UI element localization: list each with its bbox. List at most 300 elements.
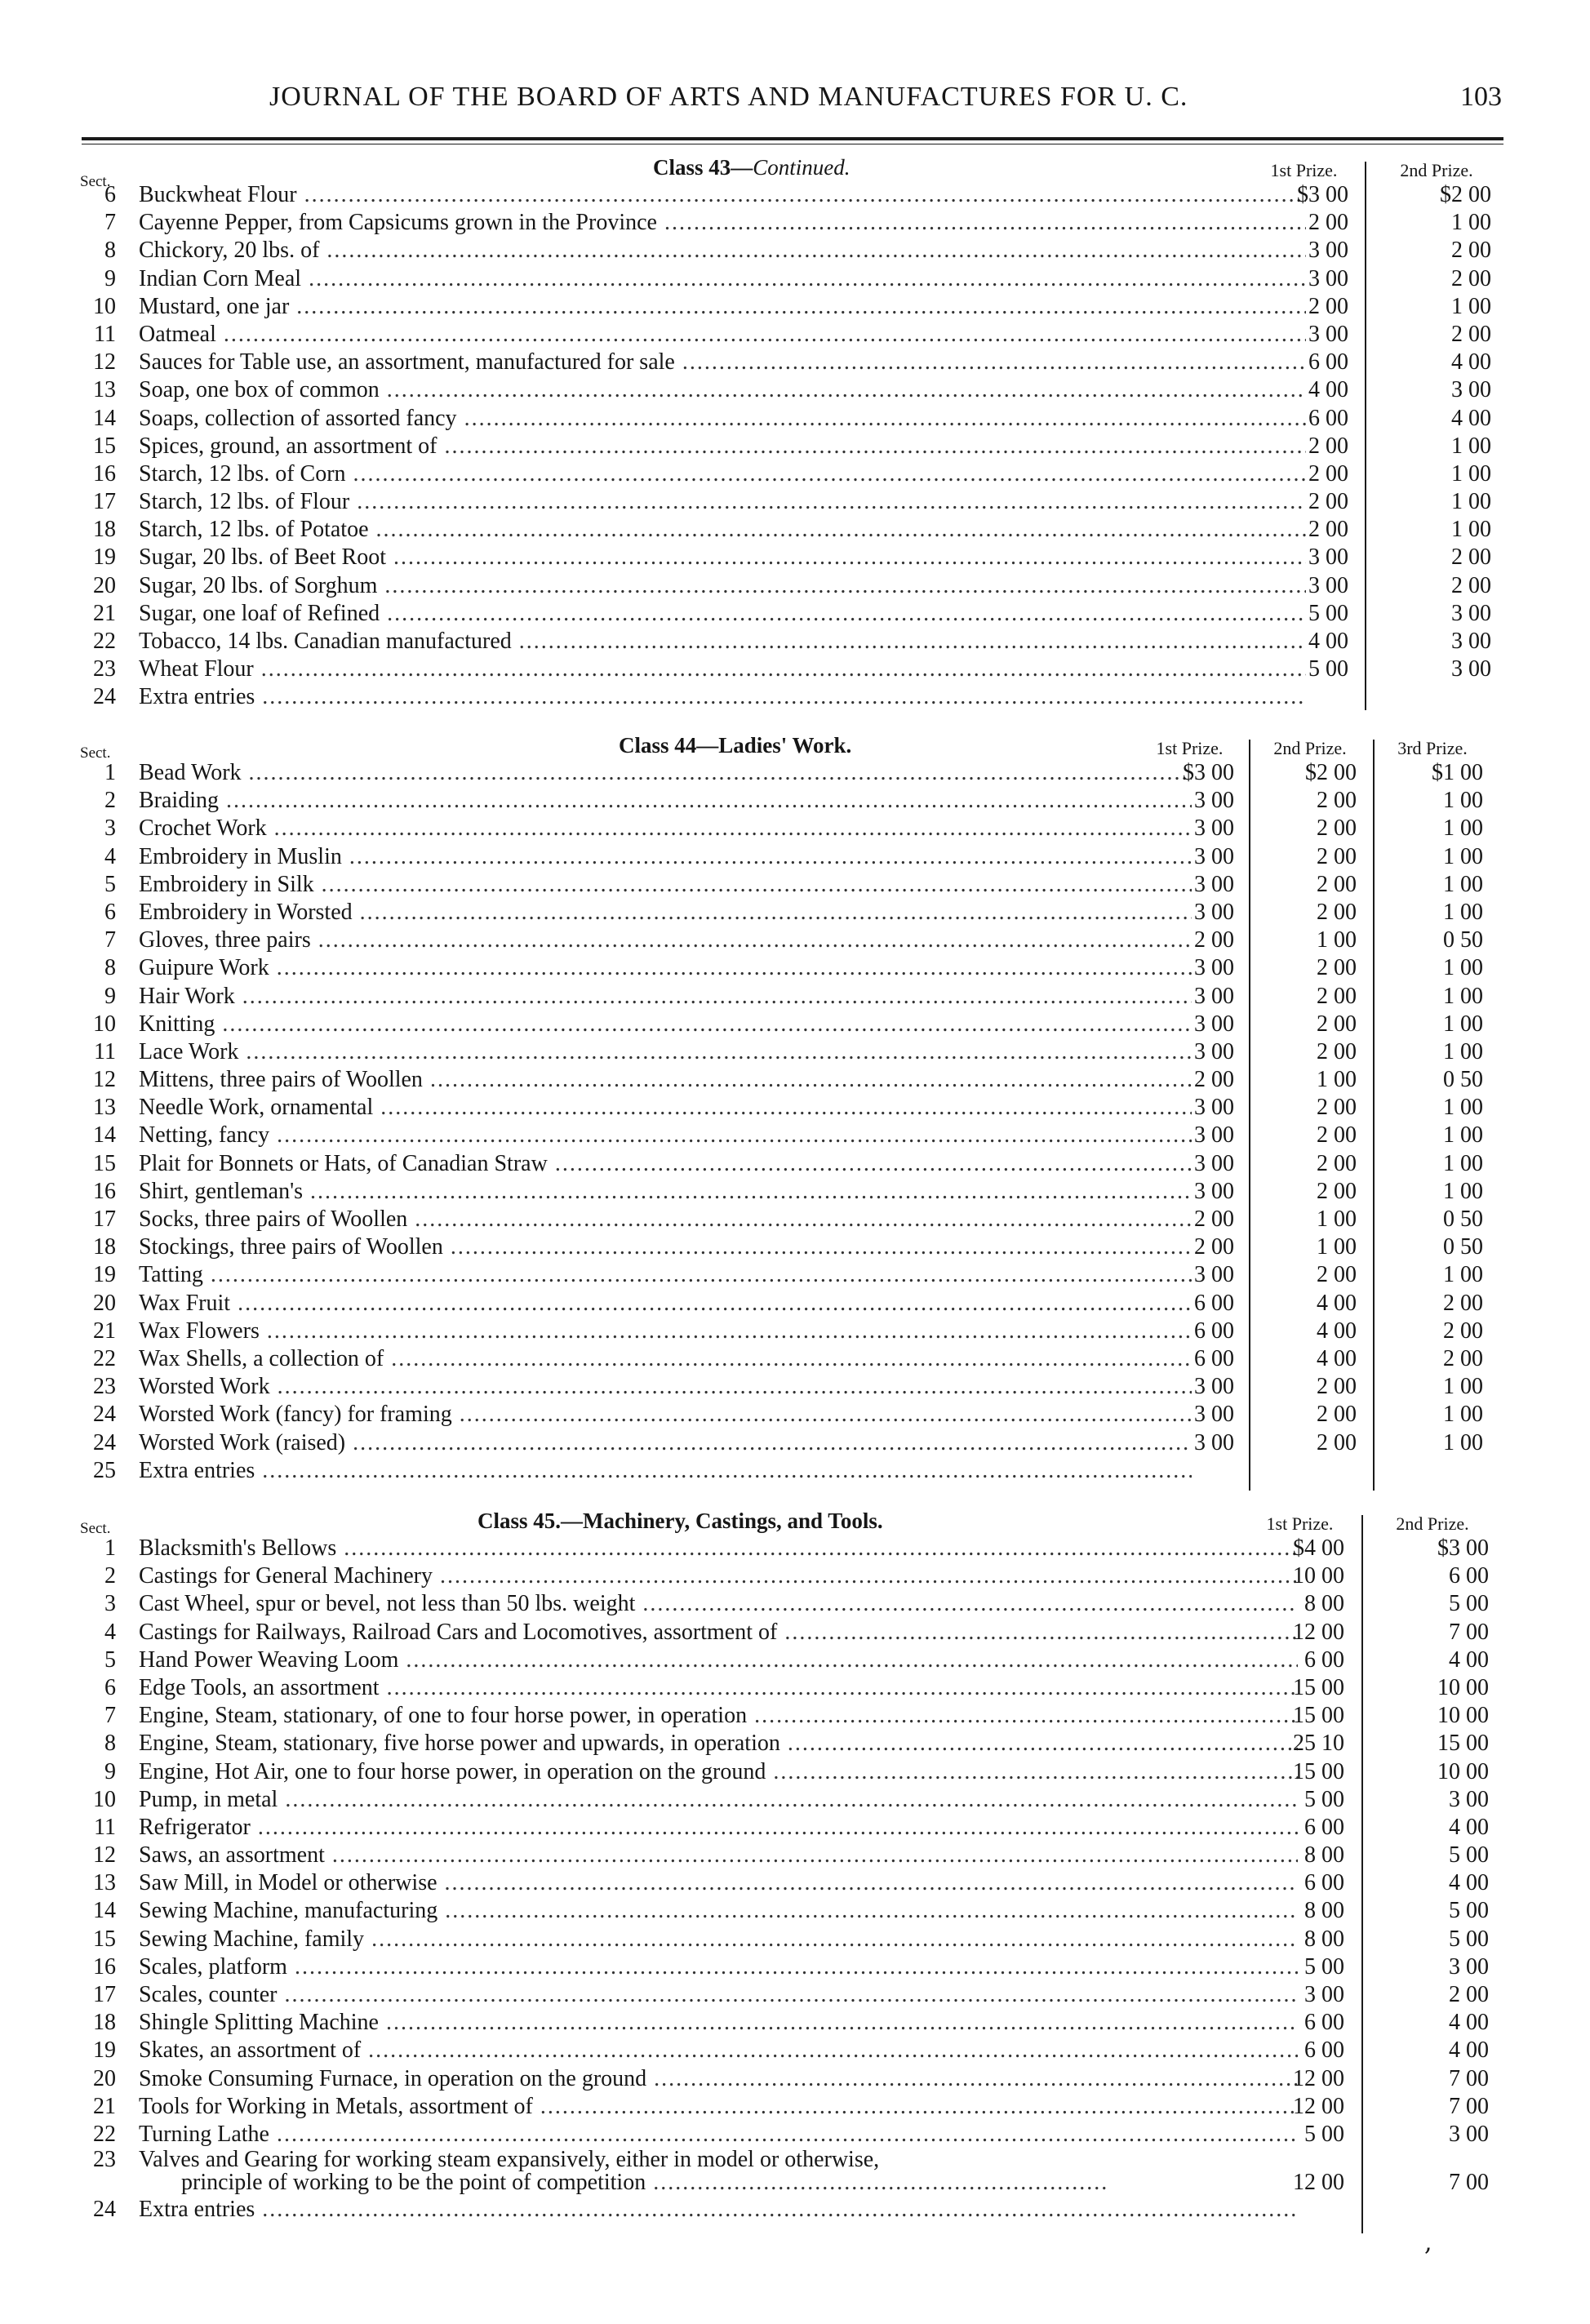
- entry-description: Tobacco, 14 lbs. Canadian manufactured .....: [139, 628, 1306, 655]
- entry-description: Wax Fruit .....: [139, 1290, 1192, 1318]
- second-prize-value: 7 00: [1449, 1619, 1489, 1645]
- entry-description: Blacksmith's Bellows .....: [139, 1535, 1298, 1562]
- entry-description: Sugar, one loaf of Refined .....: [139, 600, 1306, 628]
- section-number: 11: [94, 1814, 116, 1840]
- section-number: 14: [93, 405, 116, 431]
- section-number: 15: [93, 1150, 116, 1176]
- entry-description: Stockings, three pairs of Woollen .....: [139, 1233, 1192, 1261]
- second-prize-value: 2 00: [1317, 1402, 1357, 1428]
- first-prize-value: 8 00: [1304, 1591, 1344, 1617]
- section-number: 16: [93, 1178, 116, 1204]
- entry-description: Engine, Hot Air, one to four horse power, in operation on the ground .....: [139, 1758, 1298, 1786]
- entry-description: Netting, fancy .....: [139, 1122, 1192, 1149]
- entry-description: Cast Wheel, spur or bevel, not less than 50 lbs. weight .....: [139, 1590, 1298, 1618]
- second-prize-value: 2 00: [1451, 238, 1491, 264]
- third-prize-value: 0 50: [1443, 1234, 1483, 1260]
- section-number: 24: [93, 2197, 116, 2223]
- entry-description: Castings for Railways, Railroad Cars and Locomotives, assortment of .....: [139, 1619, 1298, 1646]
- third-prize-value: 2 00: [1443, 1290, 1483, 1316]
- table-row: [75, 321, 1512, 349]
- first-prize-value: 4 00: [1308, 377, 1348, 403]
- first-prize-value: 8 00: [1304, 1926, 1344, 1952]
- table-row: [75, 1261, 1512, 1289]
- entry-description: Turning Lathe .....: [139, 2121, 1298, 2148]
- table-row: [75, 1233, 1512, 1261]
- second-prize-value: 1 00: [1451, 433, 1491, 459]
- first-prize-value: 3 00: [1194, 1038, 1234, 1064]
- second-prize-value: $2 00: [1305, 760, 1357, 785]
- entry-description: Embroidery in Muslin .....: [139, 843, 1192, 871]
- entry-description: Buckwheat Flour .....: [139, 181, 1306, 209]
- table-row: [75, 1178, 1512, 1206]
- entry-description: Hair Work .....: [139, 983, 1192, 1011]
- entry-description: Plait for Bonnets or Hats, of Canadian Straw .....: [139, 1150, 1192, 1178]
- table-row: [75, 433, 1512, 460]
- entry-description: Castings for General Machinery .....: [139, 1562, 1298, 1590]
- first-prize-value: 12 00: [1293, 2093, 1344, 2119]
- first-prize-value: 10 00: [1293, 1563, 1344, 1589]
- section-number: 12: [93, 1842, 116, 1869]
- entry-description: Scales, platform .....: [139, 1953, 1298, 1981]
- section-number: 15: [93, 433, 116, 459]
- first-prize-value: 2 00: [1308, 293, 1348, 319]
- table-row: [75, 1038, 1512, 1066]
- first-prize-value: 3 00: [1194, 1262, 1234, 1288]
- first-prize-value: 2 00: [1194, 927, 1234, 953]
- section-number: 22: [93, 2121, 116, 2147]
- first-prize-value: 6 00: [1194, 1318, 1234, 1344]
- second-prize-value: 2 00: [1317, 1038, 1357, 1064]
- class43-table: [75, 181, 1512, 712]
- second-prize-value: 1 00: [1317, 1067, 1357, 1093]
- second-prize-value: 4 00: [1451, 405, 1491, 431]
- entry-description: Starch, 12 lbs. of Potatoe .....: [139, 516, 1306, 544]
- section-number: 22: [93, 629, 116, 654]
- entry-description: Pump, in metal .....: [139, 1786, 1298, 1814]
- third-prize-value: 1 00: [1443, 1122, 1483, 1149]
- second-prize-value: 2 00: [1317, 1122, 1357, 1149]
- first-prize-value: 3 00: [1308, 238, 1348, 264]
- section-number: 13: [93, 1870, 116, 1896]
- section-number: 5: [104, 871, 116, 897]
- second-prize-value: 2 00: [1317, 843, 1357, 869]
- table-row: [75, 815, 1512, 842]
- section-number: 20: [93, 1290, 116, 1316]
- entry-description: Extra entries .....: [139, 1457, 1192, 1485]
- section-number: 4: [104, 1619, 116, 1645]
- table-row: [75, 2093, 1512, 2121]
- first-prize-value: 5 00: [1308, 656, 1348, 682]
- class44-sect-label: Sect.: [80, 744, 111, 762]
- first-prize-value: 2 00: [1194, 1234, 1234, 1260]
- second-prize-value: 4 00: [1449, 1814, 1489, 1840]
- third-prize-value: 2 00: [1443, 1345, 1483, 1371]
- entry-description: Extra entries .....: [139, 683, 1306, 711]
- first-prize-value: 3 00: [1194, 788, 1234, 814]
- table-row: [75, 1953, 1512, 1981]
- second-prize-value: 3 00: [1451, 656, 1491, 682]
- table-row: [75, 759, 1512, 787]
- second-prize-value: 2 00: [1449, 1982, 1489, 2007]
- first-prize-value: 8 00: [1304, 1842, 1344, 1869]
- first-prize-value: 2 00: [1308, 517, 1348, 543]
- section-number: 19: [93, 2037, 116, 2064]
- entry-description: Tatting .....: [139, 1261, 1192, 1289]
- second-prize-value: 4 00: [1317, 1290, 1357, 1316]
- class44-table: [75, 759, 1512, 1485]
- entry-description: Sauces for Table use, an assortment, manufactured for sale .....: [139, 349, 1306, 376]
- second-prize-value: 7 00: [1449, 2093, 1489, 2119]
- third-prize-value: 1 00: [1443, 815, 1483, 842]
- section-number: 21: [93, 600, 116, 626]
- table-row: [75, 1674, 1512, 1702]
- second-prize-value: 2 00: [1317, 955, 1357, 981]
- entry-description: Braiding .....: [139, 787, 1192, 815]
- second-prize-value: 2 00: [1317, 815, 1357, 842]
- second-prize-value: 2 00: [1451, 544, 1491, 571]
- entry-description: Oatmeal .....: [139, 321, 1306, 349]
- second-prize-value: 7 00: [1449, 2065, 1489, 2091]
- section-number: 17: [93, 1206, 116, 1232]
- table-row: [75, 1897, 1512, 1925]
- entry-description: Hand Power Weaving Loom .....: [139, 1646, 1298, 1674]
- table-row: [75, 954, 1512, 982]
- entry-description: Lace Work .....: [139, 1038, 1192, 1066]
- second-prize-value: 2 00: [1451, 572, 1491, 598]
- section-number: 15: [93, 1926, 116, 1952]
- second-prize-value: 1 00: [1451, 293, 1491, 319]
- section-number: 16: [93, 460, 116, 487]
- second-prize-value: 1 00: [1317, 1206, 1357, 1232]
- section-number: 5: [104, 1646, 116, 1673]
- first-prize-value: 2 00: [1194, 1067, 1234, 1093]
- second-prize-value: 2 00: [1317, 899, 1357, 925]
- first-prize-value: 5 00: [1304, 1953, 1344, 1980]
- third-prize-value: 1 00: [1443, 788, 1483, 814]
- second-prize-value: 5 00: [1449, 1842, 1489, 1869]
- table-row: [75, 600, 1512, 628]
- entry-description: Engine, Steam, stationary, of one to four horse power, in operation .....: [139, 1702, 1298, 1730]
- first-prize-value: 12 00: [1293, 2065, 1344, 2091]
- third-prize-value: 1 00: [1443, 899, 1483, 925]
- section-number: 25: [93, 1457, 116, 1483]
- second-prize-value: 1 00: [1451, 460, 1491, 487]
- second-prize-value: 3 00: [1449, 1786, 1489, 1812]
- entry-description: Tools for Working in Metals, assortment of .....: [139, 2093, 1298, 2121]
- stray-mark: ,: [1424, 2228, 1432, 2257]
- section-number: 12: [93, 1067, 116, 1093]
- first-prize-value: $3 00: [1183, 760, 1234, 785]
- second-prize-value: 2 00: [1317, 1429, 1357, 1455]
- table-row: [75, 572, 1512, 600]
- second-prize-value: 5 00: [1449, 1898, 1489, 1924]
- section-number: 1: [104, 760, 116, 785]
- section-number: 19: [93, 544, 116, 571]
- section-number: 23: [93, 1374, 116, 1400]
- section-number: 6: [104, 899, 116, 925]
- table-row: [75, 1786, 1512, 1814]
- section-number: 24: [93, 1429, 116, 1455]
- section-number: 12: [93, 349, 116, 375]
- second-prize-value: 2 00: [1317, 1178, 1357, 1204]
- second-prize-value: 3 00: [1449, 1953, 1489, 1980]
- table-row: [75, 1345, 1512, 1373]
- first-prize-value: 8 00: [1304, 1898, 1344, 1924]
- class45-title: Class 45.—Machinery, Castings, and Tools.: [477, 1509, 883, 1533]
- class43-col1-header: 1st Prize.: [1270, 160, 1338, 180]
- third-prize-value: 1 00: [1443, 1374, 1483, 1400]
- second-prize-value: $3 00: [1437, 1535, 1489, 1561]
- first-prize-value: 4 00: [1308, 629, 1348, 654]
- table-row: [75, 544, 1512, 571]
- table-row: [75, 1535, 1512, 1562]
- table-row: [75, 1122, 1512, 1149]
- entry-description: Mustard, one jar .....: [139, 293, 1306, 321]
- section-number: 9: [104, 265, 116, 291]
- second-prize-value: 3 00: [1449, 2121, 1489, 2147]
- table-row: [75, 1590, 1512, 1618]
- running-head: JOURNAL OF THE BOARD OF ARTS AND MANUFACTURES FOR U. C.: [269, 82, 1188, 112]
- second-prize-value: 3 00: [1451, 629, 1491, 654]
- third-prize-value: 1 00: [1443, 1262, 1483, 1288]
- third-prize-value: 1 00: [1443, 1095, 1483, 1121]
- entry-description: Embroidery in Worsted .....: [139, 899, 1192, 926]
- third-prize-value: 0 50: [1443, 1067, 1483, 1093]
- entry-description: Wheat Flour .....: [139, 655, 1306, 683]
- entry-description: Indian Corn Meal .....: [139, 265, 1306, 293]
- table-row: [75, 376, 1512, 404]
- section-number: 18: [93, 2010, 116, 2036]
- second-prize-value: 2 00: [1317, 983, 1357, 1009]
- section-number: 17: [93, 489, 116, 515]
- table-row: [75, 460, 1512, 488]
- first-prize-value: 3 00: [1194, 1178, 1234, 1204]
- second-prize-value: 2 00: [1451, 265, 1491, 291]
- section-number: 16: [93, 1953, 116, 1980]
- second-prize-value: 4 00: [1317, 1318, 1357, 1344]
- first-prize-value: 3 00: [1308, 321, 1348, 347]
- first-prize-value: $3 00: [1297, 182, 1348, 207]
- entry-description: Cayenne Pepper, from Capsicums grown in the Province .....: [139, 209, 1306, 237]
- table-row: [75, 1562, 1512, 1590]
- first-prize-value: 6 00: [1304, 1814, 1344, 1840]
- table-row: [75, 1758, 1512, 1786]
- table-row: [75, 1373, 1512, 1401]
- class43-title-main: Class 43—: [653, 155, 753, 180]
- table-row: [75, 1066, 1512, 1094]
- second-prize-value: 1 00: [1317, 927, 1357, 953]
- first-prize-value: 2 00: [1308, 460, 1348, 487]
- class45-sect-label: Sect.: [80, 1520, 111, 1537]
- page-number: 103: [1460, 82, 1502, 112]
- first-prize-value: 3 00: [1308, 265, 1348, 291]
- second-prize-value: 2 00: [1317, 788, 1357, 814]
- second-prize-value: 2 00: [1317, 1150, 1357, 1176]
- entry-description: Extra entries .....: [139, 2196, 1298, 2224]
- first-prize-value: 6 00: [1304, 2037, 1344, 2064]
- entry-description: Edge Tools, an assortment .....: [139, 1674, 1298, 1702]
- table-row: [75, 843, 1512, 871]
- third-prize-value: 0 50: [1443, 927, 1483, 953]
- second-prize-value: 6 00: [1449, 1563, 1489, 1589]
- first-prize-value: 6 00: [1194, 1290, 1234, 1316]
- second-prize-value: 4 00: [1449, 1870, 1489, 1896]
- table-row: [75, 1094, 1512, 1122]
- section-number: 10: [93, 1011, 116, 1037]
- entry-description: Worsted Work (raised) .....: [139, 1429, 1192, 1457]
- entry-description: Chickory, 20 lbs. of .....: [139, 237, 1306, 264]
- table-row: [75, 1926, 1512, 1953]
- entry-description: Needle Work, ornamental .....: [139, 1094, 1192, 1122]
- second-prize-value: 2 00: [1317, 871, 1357, 897]
- table-row: [75, 1814, 1512, 1842]
- table-row: [75, 787, 1512, 815]
- section-number: 21: [93, 2093, 116, 2119]
- table-row: [75, 2196, 1512, 2224]
- table-row: [75, 926, 1512, 954]
- section-number: 3: [104, 815, 116, 842]
- section-number: 24: [93, 684, 116, 710]
- table-row: [75, 2121, 1512, 2148]
- second-prize-value: 2 00: [1317, 1011, 1357, 1037]
- entry-description: Mittens, three pairs of Woollen .....: [139, 1066, 1192, 1094]
- second-prize-value: $2 00: [1440, 182, 1491, 207]
- first-prize-value: 3 00: [1194, 1095, 1234, 1121]
- entry-description: Saws, an assortment .....: [139, 1842, 1298, 1869]
- first-prize-value: 25 10: [1293, 1731, 1344, 1757]
- class45-col2-header: 2nd Prize.: [1396, 1513, 1469, 1534]
- first-prize-value: 3 00: [1194, 983, 1234, 1009]
- table-row: [75, 1457, 1512, 1485]
- table-row: [75, 1150, 1512, 1178]
- section-number: 20: [93, 572, 116, 598]
- first-prize-value: 6 00: [1304, 2010, 1344, 2036]
- entry-description: Bead Work .....: [139, 759, 1192, 787]
- first-prize-value: 6 00: [1308, 349, 1348, 375]
- section-number: 18: [93, 1234, 116, 1260]
- section-number: 18: [93, 517, 116, 543]
- section-number: 8: [104, 238, 116, 264]
- second-prize-value: 5 00: [1449, 1591, 1489, 1617]
- first-prize-value: 12 00: [1293, 2170, 1344, 2196]
- table-row: [75, 983, 1512, 1011]
- section-number: 11: [94, 1038, 116, 1064]
- table-row: [75, 871, 1512, 899]
- section-number: 14: [93, 1898, 116, 1924]
- section-number: 14: [93, 1122, 116, 1149]
- first-prize-value: 3 00: [1308, 544, 1348, 571]
- first-prize-value: 15 00: [1293, 1703, 1344, 1729]
- section-number: 19: [93, 1262, 116, 1288]
- entry-description: Socks, three pairs of Woollen .....: [139, 1206, 1192, 1233]
- first-prize-value: 15 00: [1293, 1674, 1344, 1700]
- first-prize-value: 6 00: [1304, 1870, 1344, 1896]
- second-prize-value: 1 00: [1451, 489, 1491, 515]
- second-prize-value: 4 00: [1449, 1646, 1489, 1673]
- entry-description: Starch, 12 lbs. of Corn .....: [139, 460, 1306, 488]
- first-prize-value: 3 00: [1194, 843, 1234, 869]
- section-number: 2: [104, 788, 116, 814]
- table-row: [75, 655, 1512, 683]
- second-prize-value: 3 00: [1451, 377, 1491, 403]
- section-number: 7: [104, 210, 116, 236]
- class44-title: Class 44—Ladies' Work.: [619, 733, 852, 758]
- table-row: [75, 181, 1512, 209]
- table-row: [75, 628, 1512, 655]
- table-row: [75, 209, 1512, 237]
- class43-col2-header: 2nd Prize.: [1400, 160, 1473, 180]
- entry-description: Soap, one box of common .....: [139, 376, 1306, 404]
- second-prize-value: 3 00: [1451, 600, 1491, 626]
- first-prize-value: 12 00: [1293, 1619, 1344, 1645]
- entry-description: Wax Flowers .....: [139, 1318, 1192, 1345]
- second-prize-value: 1 00: [1451, 210, 1491, 236]
- third-prize-value: 1 00: [1443, 871, 1483, 897]
- entry-description: Refrigerator .....: [139, 1814, 1298, 1842]
- second-prize-value: 7 00: [1449, 2170, 1489, 2196]
- entry-description: Shingle Splitting Machine .....: [139, 2009, 1298, 2037]
- second-prize-value: 2 00: [1317, 1095, 1357, 1121]
- section-number: 6: [104, 1674, 116, 1700]
- entry-description: Sugar, 20 lbs. of Beet Root .....: [139, 544, 1306, 571]
- first-prize-value: 3 00: [1194, 1429, 1234, 1455]
- entry-description: Valves and Gearing for working steam expansively, either in model or otherwise,: [139, 2147, 880, 2173]
- third-prize-value: 1 00: [1443, 1038, 1483, 1064]
- table-row: [75, 1318, 1512, 1345]
- first-prize-value: 3 00: [1194, 955, 1234, 981]
- table-row: [75, 1842, 1512, 1869]
- first-prize-value: 3 00: [1194, 1150, 1234, 1176]
- entry-description: Crochet Work .....: [139, 815, 1192, 842]
- entry-description: Smoke Consuming Furnace, in operation on the ground .....: [139, 2065, 1298, 2093]
- section-number: 20: [93, 2065, 116, 2091]
- first-prize-value: 3 00: [1194, 1402, 1234, 1428]
- table-row: [75, 1619, 1512, 1646]
- table-row: [75, 1429, 1512, 1457]
- table-row: [75, 1869, 1512, 1897]
- section-number: 7: [104, 1703, 116, 1729]
- first-prize-value: $4 00: [1293, 1535, 1344, 1561]
- class43-title-suffix: Continued.: [753, 155, 851, 180]
- first-prize-value: 5 00: [1304, 2121, 1344, 2147]
- second-prize-value: 10 00: [1437, 1703, 1489, 1729]
- table-row: [75, 2009, 1512, 2037]
- entry-description: Engine, Steam, stationary, five horse power and upwards, in operation .....: [139, 1730, 1298, 1757]
- entry-description: Worsted Work (fancy) for framing .....: [139, 1401, 1192, 1429]
- second-prize-value: 10 00: [1437, 1674, 1489, 1700]
- third-prize-value: 1 00: [1443, 1429, 1483, 1455]
- third-prize-value: 1 00: [1443, 1150, 1483, 1176]
- table-row: [75, 349, 1512, 376]
- entry-description: Saw Mill, in Model or otherwise .....: [139, 1869, 1298, 1897]
- section-number: 2: [104, 1563, 116, 1589]
- entry-description: Shirt, gentleman's .....: [139, 1178, 1192, 1206]
- class44-col3-header: 3rd Prize.: [1397, 738, 1468, 758]
- table-row: [75, 1206, 1512, 1233]
- section-number: 1: [104, 1535, 116, 1561]
- first-prize-value: 3 00: [1194, 899, 1234, 925]
- section-number: 17: [93, 1982, 116, 2007]
- table-row: [75, 293, 1512, 321]
- table-row: [75, 2148, 1512, 2196]
- entry-description: Embroidery in Silk .....: [139, 871, 1192, 899]
- second-prize-value: 4 00: [1449, 2010, 1489, 2036]
- third-prize-value: 1 00: [1443, 1011, 1483, 1037]
- first-prize-value: 3 00: [1194, 815, 1234, 842]
- table-row: [75, 1730, 1512, 1757]
- first-prize-value: 6 00: [1194, 1345, 1234, 1371]
- third-prize-value: $1 00: [1432, 760, 1483, 785]
